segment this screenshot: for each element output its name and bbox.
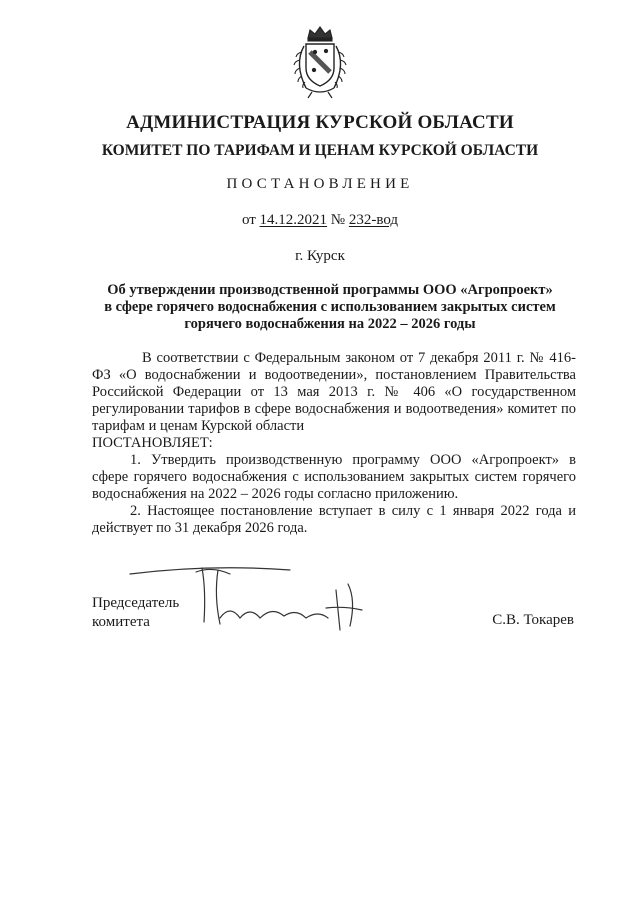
document-date-line [40,212,600,229]
date-prefix: от [241,212,256,228]
city: г. Курск [295,248,345,264]
signatory-title [92,594,179,632]
preamble: В соответствии с Федеральным законом от 7 декабря 2011 г. № 416-ФЗ «О водоснабжении и водоотведении», постановлением Правительства Российской Федерации от 13 мая 2013 г. № 406 «О государственном регулировании тарифов в сфере водоснабжения и водоотведения» комитет по тарифам и ценам Курской области [92,350,576,434]
administration-title: АДМИНИСТРАЦИЯ КУРСКОЙ ОБЛАСТИ [126,112,514,133]
document-date: 14.12.2021 [259,212,328,228]
kursk-coat-of-arms-icon [288,24,352,100]
document-subject [80,282,580,333]
signatory-title-line: комитета [92,614,150,630]
clause-1: 1. Утвердить производственную программу ООО «Агропроект» в сфере горячего водоснабжения с использованием закрытых систем горячего водоснабжения на 2022 – 2026 годы согласно приложению. [92,452,576,502]
signatory-title-line: Председатель [92,595,180,611]
subject-line: Об утверждении производственной программы ООО «Агропроект» [107,282,553,298]
signatory-name: С.В. Токарев [492,612,574,628]
clause-2: 2. Настоящее постановление вступает в силу с 1 января 2022 года и действует по 31 декабря 2026 года. [92,503,576,536]
subject-line: горячего водоснабжения на 2022 – 2026 годы [184,316,476,332]
document-type: ПОСТАНОВЛЕНИЕ [226,176,414,192]
committee-title: КОМИТЕТ ПО ТАРИФАМ И ЦЕНАМ КУРСКОЙ ОБЛАСТИ [101,142,539,159]
resolves-word: ПОСТАНОВЛЯЕТ: [92,435,213,451]
number-sign: № [330,212,346,228]
document-number: 232-вод [348,212,399,228]
subject-line: в сфере горячего водоснабжения с использованием закрытых систем [104,299,556,315]
document-body [92,350,576,537]
